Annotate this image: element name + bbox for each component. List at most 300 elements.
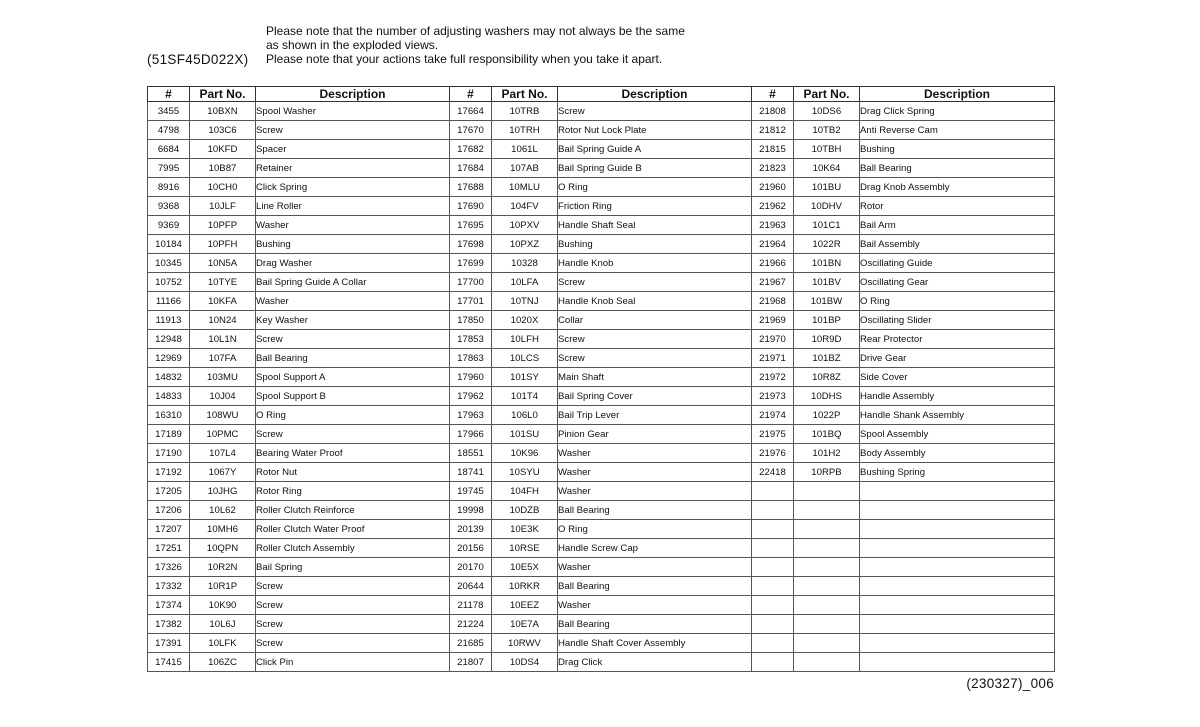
description-cell: Screw <box>256 596 450 615</box>
ref-number-cell: 21815 <box>752 140 794 159</box>
table-row <box>148 482 1055 501</box>
ref-number-cell: 19745 <box>450 482 492 501</box>
description-cell <box>860 634 1055 653</box>
parts-table <box>147 86 1055 672</box>
part-number-cell: 101BN <box>794 254 860 273</box>
part-number-cell: 101BW <box>794 292 860 311</box>
ref-number-cell: 14832 <box>148 368 190 387</box>
part-number-cell <box>794 520 860 539</box>
ref-number-cell: 21960 <box>752 178 794 197</box>
description-cell: Washer <box>256 292 450 311</box>
description-cell: Screw <box>256 577 450 596</box>
description-cell: Handle Shaft Seal <box>558 216 752 235</box>
ref-number-cell: 17688 <box>450 178 492 197</box>
ref-number-cell <box>752 596 794 615</box>
description-cell: Bail Spring Cover <box>558 387 752 406</box>
ref-number-cell: 11913 <box>148 311 190 330</box>
ref-number-cell: 21971 <box>752 349 794 368</box>
ref-number-cell: 21807 <box>450 653 492 672</box>
description-cell: Spool Assembly <box>860 425 1055 444</box>
description-cell: Bushing <box>558 235 752 254</box>
description-cell: Friction Ring <box>558 197 752 216</box>
table-row <box>148 501 1055 520</box>
table-row <box>148 254 1055 273</box>
description-cell: O Ring <box>558 178 752 197</box>
part-number-cell: 10PXV <box>492 216 558 235</box>
ref-number-cell: 19998 <box>450 501 492 520</box>
ref-number-cell: 17189 <box>148 425 190 444</box>
part-number-cell: 101SU <box>492 425 558 444</box>
part-number-cell: 10E7A <box>492 615 558 634</box>
table-row <box>148 425 1055 444</box>
part-number-cell: 10B87 <box>190 159 256 178</box>
description-cell: Drive Gear <box>860 349 1055 368</box>
ref-number-cell: 17962 <box>450 387 492 406</box>
ref-number-cell: 21812 <box>752 121 794 140</box>
ref-number-cell: 17205 <box>148 482 190 501</box>
header-part-1: Part No. <box>190 87 256 102</box>
description-cell <box>860 558 1055 577</box>
table-row <box>148 235 1055 254</box>
part-number-cell: 10K96 <box>492 444 558 463</box>
ref-number-cell: 21968 <box>752 292 794 311</box>
part-number-cell: 10N5A <box>190 254 256 273</box>
part-number-cell: 10RSE <box>492 539 558 558</box>
header-num-1: # <box>148 87 190 102</box>
part-number-cell: 101H2 <box>794 444 860 463</box>
description-cell <box>860 520 1055 539</box>
part-number-cell: 10LFA <box>492 273 558 292</box>
ref-number-cell: 21964 <box>752 235 794 254</box>
header-num-3: # <box>752 87 794 102</box>
part-number-cell: 10BXN <box>190 102 256 121</box>
description-cell: Bail Assembly <box>860 235 1055 254</box>
ref-number-cell: 17206 <box>148 501 190 520</box>
description-cell: Drag Washer <box>256 254 450 273</box>
description-cell: Spacer <box>256 140 450 159</box>
description-cell: Screw <box>256 615 450 634</box>
parts-table-body <box>148 102 1055 672</box>
description-cell: Washer <box>558 482 752 501</box>
part-number-cell <box>794 634 860 653</box>
part-number-cell: 10TRH <box>492 121 558 140</box>
description-cell: Screw <box>558 102 752 121</box>
part-number-cell: 101T4 <box>492 387 558 406</box>
part-number-cell: 10L6J <box>190 615 256 634</box>
table-row <box>148 140 1055 159</box>
description-cell <box>860 615 1055 634</box>
part-number-cell: 10PMC <box>190 425 256 444</box>
description-cell: Roller Clutch Assembly <box>256 539 450 558</box>
ref-number-cell <box>752 520 794 539</box>
ref-number-cell: 21975 <box>752 425 794 444</box>
header-num-2: # <box>450 87 492 102</box>
header-part-2: Part No. <box>492 87 558 102</box>
table-row <box>148 520 1055 539</box>
table-row <box>148 159 1055 178</box>
ref-number-cell: 10345 <box>148 254 190 273</box>
description-cell: Body Assembly <box>860 444 1055 463</box>
ref-number-cell: 17251 <box>148 539 190 558</box>
description-cell: Retainer <box>256 159 450 178</box>
ref-number-cell: 17374 <box>148 596 190 615</box>
part-number-cell <box>794 482 860 501</box>
table-row <box>148 653 1055 672</box>
table-row <box>148 539 1055 558</box>
part-number-cell: 103C6 <box>190 121 256 140</box>
description-cell: Ball Bearing <box>558 615 752 634</box>
note-line-3: Please note that your actions take full responsibility when you take it apart. <box>266 52 663 66</box>
ref-number-cell: 17853 <box>450 330 492 349</box>
description-cell: Click Spring <box>256 178 450 197</box>
ref-number-cell: 3455 <box>148 102 190 121</box>
table-row <box>148 216 1055 235</box>
part-number-cell: 10K64 <box>794 159 860 178</box>
description-cell: Handle Knob <box>558 254 752 273</box>
table-row <box>148 596 1055 615</box>
part-number-cell: 10DHS <box>794 387 860 406</box>
ref-number-cell: 17332 <box>148 577 190 596</box>
part-number-cell: 10TB2 <box>794 121 860 140</box>
ref-number-cell: 21823 <box>752 159 794 178</box>
part-number-cell: 10PFP <box>190 216 256 235</box>
part-number-cell: 10JHG <box>190 482 256 501</box>
description-cell: Bail Spring <box>256 558 450 577</box>
description-cell: Bail Spring Guide A Collar <box>256 273 450 292</box>
ref-number-cell: 21976 <box>752 444 794 463</box>
ref-number-cell: 17701 <box>450 292 492 311</box>
table-row <box>148 577 1055 596</box>
description-cell: Handle Shaft Cover Assembly <box>558 634 752 653</box>
part-number-cell <box>794 653 860 672</box>
description-cell: Handle Screw Cap <box>558 539 752 558</box>
table-row <box>148 406 1055 425</box>
description-cell: Pinion Gear <box>558 425 752 444</box>
ref-number-cell: 20170 <box>450 558 492 577</box>
ref-number-cell: 21974 <box>752 406 794 425</box>
description-cell: Rotor Ring <box>256 482 450 501</box>
description-cell: Washer <box>256 216 450 235</box>
ref-number-cell: 9369 <box>148 216 190 235</box>
ref-number-cell: 17698 <box>450 235 492 254</box>
part-number-cell: 10RKR <box>492 577 558 596</box>
ref-number-cell: 10184 <box>148 235 190 254</box>
part-number-cell: 10LCS <box>492 349 558 368</box>
description-cell: Oscillating Slider <box>860 311 1055 330</box>
description-cell: O Ring <box>558 520 752 539</box>
ref-number-cell: 17960 <box>450 368 492 387</box>
part-number-cell: 1061L <box>492 140 558 159</box>
description-cell: Ball Bearing <box>860 159 1055 178</box>
table-row <box>148 615 1055 634</box>
ref-number-cell: 11166 <box>148 292 190 311</box>
part-number-cell: 107AB <box>492 159 558 178</box>
part-number-cell: 10PXZ <box>492 235 558 254</box>
ref-number-cell: 17670 <box>450 121 492 140</box>
part-number-cell: 10MH6 <box>190 520 256 539</box>
part-number-cell: 1022R <box>794 235 860 254</box>
ref-number-cell: 17382 <box>148 615 190 634</box>
part-number-cell: 1020X <box>492 311 558 330</box>
part-number-cell: 10KFA <box>190 292 256 311</box>
ref-number-cell: 20139 <box>450 520 492 539</box>
table-row <box>148 387 1055 406</box>
part-number-cell: 10LFK <box>190 634 256 653</box>
part-number-cell: 10R8Z <box>794 368 860 387</box>
description-cell: Rotor Nut <box>256 463 450 482</box>
table-row <box>148 102 1055 121</box>
description-cell <box>860 596 1055 615</box>
part-number-cell: 10JLF <box>190 197 256 216</box>
description-cell: Rotor Nut Lock Plate <box>558 121 752 140</box>
part-number-cell: 10E5X <box>492 558 558 577</box>
description-cell <box>860 539 1055 558</box>
ref-number-cell: 17863 <box>450 349 492 368</box>
part-number-cell: 10TRB <box>492 102 558 121</box>
description-cell: Washer <box>558 596 752 615</box>
ref-number-cell: 21808 <box>752 102 794 121</box>
ref-number-cell: 17850 <box>450 311 492 330</box>
description-cell <box>860 653 1055 672</box>
ref-number-cell: 20644 <box>450 577 492 596</box>
notes <box>266 24 685 66</box>
ref-number-cell: 18741 <box>450 463 492 482</box>
ref-number-cell: 22418 <box>752 463 794 482</box>
part-number-cell: 108WU <box>190 406 256 425</box>
table-row <box>148 330 1055 349</box>
part-number-cell: 10L62 <box>190 501 256 520</box>
ref-number-cell <box>752 482 794 501</box>
part-number-cell: 10RWV <box>492 634 558 653</box>
description-cell: Key Washer <box>256 311 450 330</box>
table-row <box>148 178 1055 197</box>
ref-number-cell: 17966 <box>450 425 492 444</box>
ref-number-cell: 21970 <box>752 330 794 349</box>
description-cell: Screw <box>256 634 450 653</box>
ref-number-cell: 17700 <box>450 273 492 292</box>
part-number-cell: 106ZC <box>190 653 256 672</box>
description-cell <box>860 482 1055 501</box>
part-number-cell: 10CH0 <box>190 178 256 197</box>
table-row <box>148 463 1055 482</box>
part-number-cell: 10R1P <box>190 577 256 596</box>
ref-number-cell: 17664 <box>450 102 492 121</box>
description-cell: Side Cover <box>860 368 1055 387</box>
part-number-cell: 10SYU <box>492 463 558 482</box>
part-number-cell: 101BP <box>794 311 860 330</box>
ref-number-cell: 21969 <box>752 311 794 330</box>
description-cell: Handle Knob Seal <box>558 292 752 311</box>
description-cell: Screw <box>558 330 752 349</box>
ref-number-cell: 21962 <box>752 197 794 216</box>
part-number-cell: 101BU <box>794 178 860 197</box>
note-line-1: Please note that the number of adjusting washers may not always be the same <box>266 24 685 38</box>
description-cell: Drag Click Spring <box>860 102 1055 121</box>
description-cell <box>860 577 1055 596</box>
header-desc-3: Description <box>860 87 1055 102</box>
ref-number-cell: 17192 <box>148 463 190 482</box>
description-cell: Bail Arm <box>860 216 1055 235</box>
part-number-cell: 10TYE <box>190 273 256 292</box>
description-cell: Collar <box>558 311 752 330</box>
description-cell: Screw <box>256 425 450 444</box>
part-number-cell: 10R9D <box>794 330 860 349</box>
ref-number-cell: 17207 <box>148 520 190 539</box>
ref-number-cell <box>752 653 794 672</box>
description-cell <box>860 501 1055 520</box>
ref-number-cell: 10752 <box>148 273 190 292</box>
description-cell: Ball Bearing <box>256 349 450 368</box>
ref-number-cell: 17682 <box>450 140 492 159</box>
description-cell: Screw <box>558 273 752 292</box>
table-row <box>148 311 1055 330</box>
description-cell: Screw <box>558 349 752 368</box>
description-cell: Drag Knob Assembly <box>860 178 1055 197</box>
part-number-cell: 104FV <box>492 197 558 216</box>
description-cell: Anti Reverse Cam <box>860 121 1055 140</box>
ref-number-cell: 7995 <box>148 159 190 178</box>
ref-number-cell: 21178 <box>450 596 492 615</box>
part-number-cell: 107L4 <box>190 444 256 463</box>
part-number-cell: 10LFH <box>492 330 558 349</box>
part-number-cell: 101BZ <box>794 349 860 368</box>
description-cell: Spool Washer <box>256 102 450 121</box>
part-number-cell <box>794 577 860 596</box>
description-cell: Washer <box>558 463 752 482</box>
part-number-cell: 103MU <box>190 368 256 387</box>
description-cell: Washer <box>558 558 752 577</box>
part-number-cell: 10L1N <box>190 330 256 349</box>
table-row <box>148 368 1055 387</box>
ref-number-cell: 17699 <box>450 254 492 273</box>
ref-number-cell: 20156 <box>450 539 492 558</box>
ref-number-cell <box>752 558 794 577</box>
ref-number-cell: 12948 <box>148 330 190 349</box>
table-header-row <box>148 87 1055 102</box>
ref-number-cell: 17684 <box>450 159 492 178</box>
description-cell: Ball Bearing <box>558 577 752 596</box>
ref-number-cell <box>752 634 794 653</box>
description-cell: Bail Spring Guide B <box>558 159 752 178</box>
ref-number-cell: 17695 <box>450 216 492 235</box>
part-number-cell: 10K90 <box>190 596 256 615</box>
header-desc-2: Description <box>558 87 752 102</box>
description-cell: Ball Bearing <box>558 501 752 520</box>
ref-number-cell: 14833 <box>148 387 190 406</box>
ref-number-cell <box>752 577 794 596</box>
description-cell: Rotor <box>860 197 1055 216</box>
ref-number-cell <box>752 615 794 634</box>
table-row <box>148 121 1055 140</box>
part-number-cell: 10EEZ <box>492 596 558 615</box>
part-number-cell <box>794 596 860 615</box>
description-cell: Main Shaft <box>558 368 752 387</box>
description-cell: Spool Support B <box>256 387 450 406</box>
table-row <box>148 292 1055 311</box>
description-cell: Handle Shank Assembly <box>860 406 1055 425</box>
ref-number-cell: 17690 <box>450 197 492 216</box>
part-number-cell <box>794 539 860 558</box>
part-number-cell: 10DHV <box>794 197 860 216</box>
header-part-3: Part No. <box>794 87 860 102</box>
description-cell: Bushing <box>860 140 1055 159</box>
description-cell: Washer <box>558 444 752 463</box>
table-row <box>148 197 1055 216</box>
header-desc-1: Description <box>256 87 450 102</box>
ref-number-cell: 8916 <box>148 178 190 197</box>
ref-number-cell: 17963 <box>450 406 492 425</box>
ref-number-cell: 21963 <box>752 216 794 235</box>
part-number-cell: 1022P <box>794 406 860 425</box>
description-cell: O Ring <box>860 292 1055 311</box>
description-cell: Click Pin <box>256 653 450 672</box>
part-number-cell: 104FH <box>492 482 558 501</box>
description-cell: Drag Click <box>558 653 752 672</box>
part-number-cell: 101BV <box>794 273 860 292</box>
table-row <box>148 349 1055 368</box>
part-number-cell: 10RPB <box>794 463 860 482</box>
table-row <box>148 558 1055 577</box>
table-row <box>148 444 1055 463</box>
description-cell: Screw <box>256 121 450 140</box>
part-number-cell: 10DZB <box>492 501 558 520</box>
description-cell: Oscillating Gear <box>860 273 1055 292</box>
ref-number-cell: 16310 <box>148 406 190 425</box>
description-cell: Rear Protector <box>860 330 1055 349</box>
description-cell: Oscillating Guide <box>860 254 1055 273</box>
part-number-cell: 10N24 <box>190 311 256 330</box>
description-cell: Line Roller <box>256 197 450 216</box>
ref-number-cell: 21973 <box>752 387 794 406</box>
ref-number-cell: 17415 <box>148 653 190 672</box>
description-cell: Bushing <box>256 235 450 254</box>
part-number-cell: 106L0 <box>492 406 558 425</box>
part-number-cell: 101BQ <box>794 425 860 444</box>
ref-number-cell <box>752 539 794 558</box>
description-cell: Bail Spring Guide A <box>558 140 752 159</box>
description-cell: Screw <box>256 330 450 349</box>
ref-number-cell: 21967 <box>752 273 794 292</box>
description-cell: Bearing Water Proof <box>256 444 450 463</box>
description-cell: Roller Clutch Water Proof <box>256 520 450 539</box>
part-number-cell: 10QPN <box>190 539 256 558</box>
ref-number-cell: 21224 <box>450 615 492 634</box>
ref-number-cell: 17391 <box>148 634 190 653</box>
description-cell: Bushing Spring <box>860 463 1055 482</box>
description-cell: Bail Trip Lever <box>558 406 752 425</box>
description-cell: O Ring <box>256 406 450 425</box>
part-number-cell: 107FA <box>190 349 256 368</box>
part-number-cell <box>794 615 860 634</box>
ref-number-cell: 9368 <box>148 197 190 216</box>
part-number-cell: 10R2N <box>190 558 256 577</box>
part-number-cell: 10DS6 <box>794 102 860 121</box>
table-row <box>148 634 1055 653</box>
ref-number-cell: 18551 <box>450 444 492 463</box>
part-number-cell: 10KFD <box>190 140 256 159</box>
description-cell: Handle Assembly <box>860 387 1055 406</box>
document-code: (230327)_006 <box>966 676 1054 691</box>
description-cell: Spool Support A <box>256 368 450 387</box>
ref-number-cell: 21966 <box>752 254 794 273</box>
note-line-2: as shown in the exploded views. <box>266 38 439 52</box>
model-code: (51SF45D022X) <box>147 52 249 67</box>
part-number-cell: 10DS4 <box>492 653 558 672</box>
ref-number-cell: 21685 <box>450 634 492 653</box>
part-number-cell: 10TNJ <box>492 292 558 311</box>
ref-number-cell: 21972 <box>752 368 794 387</box>
part-number-cell <box>794 501 860 520</box>
